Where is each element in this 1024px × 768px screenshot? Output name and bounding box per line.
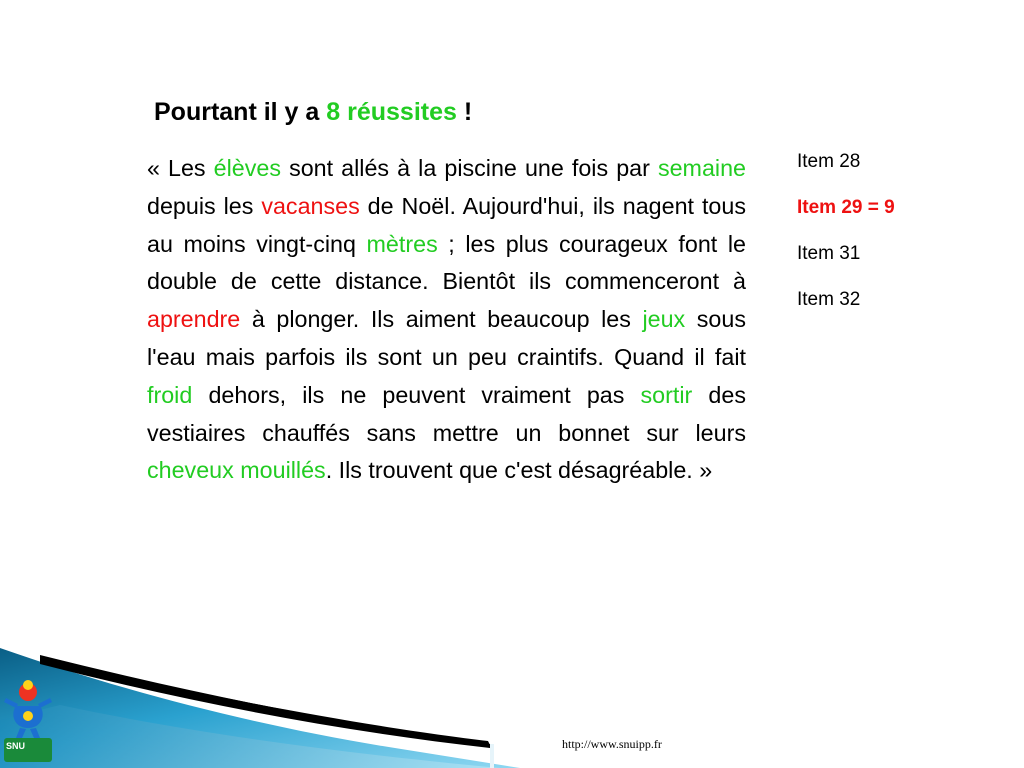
title-highlight: 8 réussites [326,98,457,126]
title-prefix: Pourtant il y a [154,98,327,126]
passage-segment: des vestiaires chauffés sans mettre un bonnet sur leurs [147,381,746,446]
passage-segment: de Noël. Aujourd'hui, ils nagent tous au moins vingt-cinq [147,192,746,257]
item-32: Item 32 [797,289,861,310]
logo-arm-right [38,698,52,708]
logo-legs [16,728,40,738]
logo-arm-left [4,698,18,708]
item-29: Item 29 = 9 [797,197,895,218]
passage-segment: ; les plus courageux font le double de cette distance. Bientôt ils commenceront à [147,230,746,295]
footer-url: http://www.snuipp.fr [562,737,662,751]
passage-word-correct: élèves [213,155,281,181]
passage-segment: sont allés à la piscine une fois par [281,155,658,181]
item-28: Item 28 [797,151,861,172]
logo-text: SNU [6,741,26,751]
passage-word-error: aprendre [147,306,241,333]
passage-word-error: vacanses [261,192,360,219]
passage-segment: dehors, ils ne peuvent vraiment pas [192,381,641,408]
passage-word-correct: sortir [640,381,693,408]
passage-word-correct: froid [147,381,193,408]
passage-segment: sous l'eau mais parfois ils sont un peu craintifs. Quand il fait [147,306,746,370]
passage-word-correct: jeux [642,306,686,333]
passage-segment: à plonger. Ils aiment beaucoup les [240,306,643,333]
item-31: Item 31 [797,243,861,264]
passage-word-correct: cheveux mouillés [147,457,326,484]
passage-segment: depuis les [147,192,262,219]
title-suffix: ! [456,98,473,126]
passage-word-correct: semaine [657,155,746,181]
wave-white-edge [490,744,494,768]
logo-belly [23,711,33,721]
passage-word-correct: mètres [366,230,438,257]
passage-segment: « Les [147,155,214,181]
passage-segment: . Ils trouvent que c'est désagréable. » [325,457,713,484]
logo-hair [23,680,33,690]
